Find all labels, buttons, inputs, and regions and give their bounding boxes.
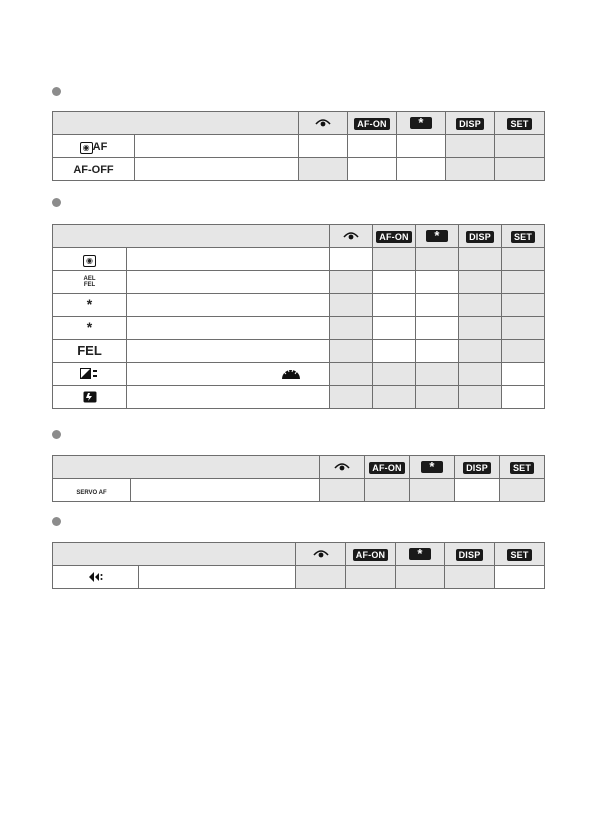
cell <box>330 340 373 363</box>
af-on-icon: AF-ON <box>353 549 389 561</box>
table-row <box>53 135 545 158</box>
customize-table-1 <box>52 111 545 181</box>
row-icon-cell <box>53 271 127 294</box>
cell <box>330 248 373 271</box>
cell <box>455 479 500 502</box>
cell <box>502 294 545 317</box>
eye-icon <box>313 549 329 559</box>
af-on-icon: AF-ON <box>369 462 405 474</box>
cell <box>330 271 373 294</box>
cell <box>348 135 397 158</box>
table-header-row <box>53 225 545 248</box>
table-row <box>53 248 545 271</box>
cell <box>502 248 545 271</box>
customize-table-4 <box>52 542 545 589</box>
metering-af-icon: ◉ <box>80 142 93 154</box>
cell <box>446 135 495 158</box>
row-description-cell <box>127 386 330 409</box>
section-bullet <box>52 87 61 96</box>
cell <box>299 158 348 181</box>
cell <box>396 566 445 589</box>
cell <box>459 340 502 363</box>
header-disp-cell <box>455 456 500 479</box>
cell <box>502 363 545 386</box>
section-bullet <box>52 517 61 526</box>
star-icon: * <box>426 230 447 242</box>
cell <box>500 479 545 502</box>
header-set-cell <box>495 112 545 135</box>
star-icon: * <box>410 117 431 129</box>
cell <box>373 363 416 386</box>
cell <box>459 386 502 409</box>
table-row <box>53 271 545 294</box>
cell <box>373 340 416 363</box>
table-row <box>53 386 545 409</box>
exposure-comp-icon <box>80 368 100 380</box>
row-description-cell <box>127 248 330 271</box>
row-description-cell <box>127 340 330 363</box>
header-disp-cell <box>445 543 495 566</box>
row-icon-cell <box>53 479 131 502</box>
disp-icon: DISP <box>456 118 484 130</box>
cell <box>330 294 373 317</box>
row-icon-cell <box>53 135 135 158</box>
cell <box>299 135 348 158</box>
cell <box>459 248 502 271</box>
header-af-on-cell <box>348 112 397 135</box>
af-point-select-icon <box>88 571 104 583</box>
row-icon-cell <box>53 386 127 409</box>
cell <box>495 158 545 181</box>
set-icon: SET <box>511 231 535 243</box>
cell <box>416 294 459 317</box>
af-on-icon: AF-ON <box>376 231 412 243</box>
cell <box>373 317 416 340</box>
cell <box>397 158 446 181</box>
header-blank-cell <box>53 112 299 135</box>
cell <box>348 158 397 181</box>
table-header-row <box>53 543 545 566</box>
section-bullet <box>52 430 61 439</box>
header-disp-cell <box>459 225 502 248</box>
cell <box>459 271 502 294</box>
cell <box>416 248 459 271</box>
row-icon-cell <box>53 248 127 271</box>
table-row <box>53 479 545 502</box>
cell <box>416 317 459 340</box>
row-icon-cell <box>53 340 127 363</box>
header-eye-cell <box>296 543 346 566</box>
cell <box>459 317 502 340</box>
dial-icon <box>281 368 301 380</box>
header-blank-cell <box>53 543 296 566</box>
header-set-cell <box>495 543 545 566</box>
cell <box>502 317 545 340</box>
cell <box>330 386 373 409</box>
row-description-cell <box>139 566 296 589</box>
cell <box>320 479 365 502</box>
disp-icon: DISP <box>463 462 491 474</box>
cell <box>330 317 373 340</box>
metering-af-label: AF <box>92 141 108 153</box>
af-off-icon: AF-OFF <box>73 164 114 176</box>
row-description-cell <box>127 317 330 340</box>
cell <box>459 294 502 317</box>
cell <box>373 294 416 317</box>
ae-lock-star-icon: * <box>86 296 93 312</box>
header-star-cell <box>397 112 446 135</box>
eye-icon <box>343 231 359 241</box>
header-star-cell <box>416 225 459 248</box>
table-row <box>53 294 545 317</box>
disp-icon: DISP <box>466 231 494 243</box>
set-icon: SET <box>507 549 531 561</box>
header-blank-cell <box>53 456 320 479</box>
cell <box>446 158 495 181</box>
eye-icon <box>315 118 331 128</box>
row-description-cell <box>127 363 330 386</box>
customize-table-2 <box>52 224 545 409</box>
row-icon-cell <box>53 363 127 386</box>
table-row <box>53 317 545 340</box>
customize-table-3 <box>52 455 545 502</box>
row-description-cell <box>135 158 299 181</box>
fel-icon: FEL <box>77 343 102 358</box>
header-disp-cell <box>446 112 495 135</box>
row-description-cell <box>127 271 330 294</box>
cell <box>346 566 396 589</box>
cell <box>495 566 545 589</box>
cell <box>330 363 373 386</box>
flash-comp-icon <box>83 391 97 403</box>
header-af-on-cell <box>373 225 416 248</box>
af-on-icon: AF-ON <box>354 118 390 130</box>
header-eye-cell <box>299 112 348 135</box>
ae-lock-star-icon: * <box>86 319 93 335</box>
eye-icon <box>334 462 350 472</box>
header-set-cell <box>500 456 545 479</box>
table-row <box>53 158 545 181</box>
set-icon: SET <box>507 118 531 130</box>
servo-af-icon: SERVO AF <box>76 490 107 496</box>
header-set-cell <box>502 225 545 248</box>
row-icon-cell <box>53 566 139 589</box>
cell <box>416 386 459 409</box>
cell <box>502 386 545 409</box>
table-row <box>53 340 545 363</box>
cell <box>502 340 545 363</box>
header-eye-cell <box>320 456 365 479</box>
header-star-cell <box>410 456 455 479</box>
cell <box>373 248 416 271</box>
table-row <box>53 363 545 386</box>
row-icon-cell <box>53 317 127 340</box>
row-icon-cell <box>53 294 127 317</box>
table-header-row <box>53 112 545 135</box>
cell <box>445 566 495 589</box>
set-icon: SET <box>510 462 534 474</box>
cell <box>373 271 416 294</box>
table-row <box>53 566 545 589</box>
cell <box>296 566 346 589</box>
star-icon: * <box>409 548 430 560</box>
cell <box>495 135 545 158</box>
metering-icon: ◉ <box>83 255 96 267</box>
row-icon-cell <box>53 158 135 181</box>
row-description-cell <box>135 135 299 158</box>
cell <box>416 363 459 386</box>
row-description-cell <box>131 479 320 502</box>
cell <box>397 135 446 158</box>
header-eye-cell <box>330 225 373 248</box>
cell <box>416 340 459 363</box>
header-star-cell <box>396 543 445 566</box>
cell <box>373 386 416 409</box>
header-af-on-cell <box>346 543 396 566</box>
section-bullet <box>52 198 61 207</box>
header-af-on-cell <box>365 456 410 479</box>
row-description-cell <box>127 294 330 317</box>
cell <box>416 271 459 294</box>
cell <box>365 479 410 502</box>
disp-icon: DISP <box>456 549 484 561</box>
table-header-row <box>53 456 545 479</box>
ael-fel-icon: AEL FEL <box>83 276 96 288</box>
header-blank-cell <box>53 225 330 248</box>
cell <box>459 363 502 386</box>
cell <box>502 271 545 294</box>
star-icon: * <box>421 461 442 473</box>
cell <box>410 479 455 502</box>
